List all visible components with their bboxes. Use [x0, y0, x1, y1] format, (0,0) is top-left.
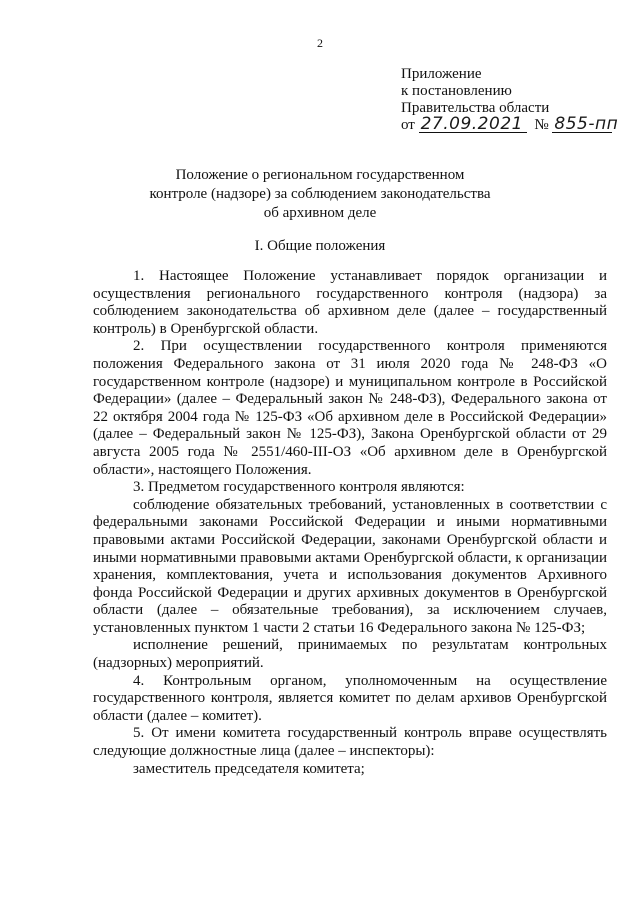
paragraph-2: 2. При осуществлении государственного контроля применяются положения Федерального закона от 31 июля 2020 года № 248-ФЗ «О государственном контроле (надзоре) и муниципальном контроле в Российской Федерации» (далее – Федеральный закон № 248-ФЗ), Федерального закона от 22 октября 2004 года № 125-ФЗ «Об архивном деле в Российской Федерации» (далее – Федеральный закон № 125-ФЗ), Закона Оренбургской области от 29 августа 2005 года № 2551/460-III-ОЗ «Об архивном деле в Оренбургской области», настоящего Положения. [93, 338, 607, 478]
title-line-1: Положение о региональном государственном [175, 167, 465, 183]
appendix-date-line [401, 114, 631, 134]
title-line-3: об архивном деле [263, 205, 377, 221]
paragraph-1: 1. Настоящее Положение устанавливает порядок организации и осуществления регионального государственного контроля (надзора) за соблюдением законодательства об архивном деле (далее – государственный контроль) в Оренбургской области. [93, 268, 607, 337]
title-line-2: контроле (надзоре) за соблюдением законодательства [149, 186, 491, 202]
number-prefix: № [534, 117, 549, 133]
paragraph-5-item-1: заместитель председателя комитета; [133, 760, 365, 777]
paragraph-3: 3. Предметом государственного контроля являются: [133, 479, 465, 496]
paragraph-3-item-2: исполнение решений, принимаемых по результатам контрольных (надзорных) мероприятий. [93, 637, 607, 672]
appendix-line-2: к постановлению [401, 83, 512, 99]
date-prefix: от [401, 117, 415, 133]
handwritten-date: 27.09.2021 [419, 117, 527, 133]
document-title [0, 166, 640, 223]
appendix-block [401, 66, 631, 134]
section-heading: I. Общие положения [254, 238, 386, 254]
appendix-line-3: Правительства области [401, 100, 550, 116]
appendix-line-1: Приложение [401, 66, 482, 82]
paragraph-5: 5. От имени комитета государственный контроль вправе осуществлять следующие должностные лица (далее – инспекторы): [93, 725, 607, 760]
paragraph-3-item-1: соблюдение обязательных требований, установленных в соответствии с федеральными законами Российской Федерации и иными нормативными правовыми актами Российской Федерации, законами Оренбургской области и иными нормативными правовыми актами Оренбургской области, к организации хранения, комплектования, учета и использования документов Архивного фонда Российской Федерации и других архивных документов в Оренбургской области (далее – обязательные требования), за исключением случаев, установленных пунктом 1 части 2 статьи 16 Федерального закона № 125-ФЗ; [93, 496, 607, 636]
page-number: 2 [317, 36, 323, 50]
body-text [93, 268, 607, 778]
paragraph-4: 4. Контрольным органом, уполномоченным на осуществление государственного контроля, является комитет по делам архивов Оренбургской области (далее – комитет). [93, 672, 607, 724]
handwritten-number: 855-пп [554, 114, 619, 134]
